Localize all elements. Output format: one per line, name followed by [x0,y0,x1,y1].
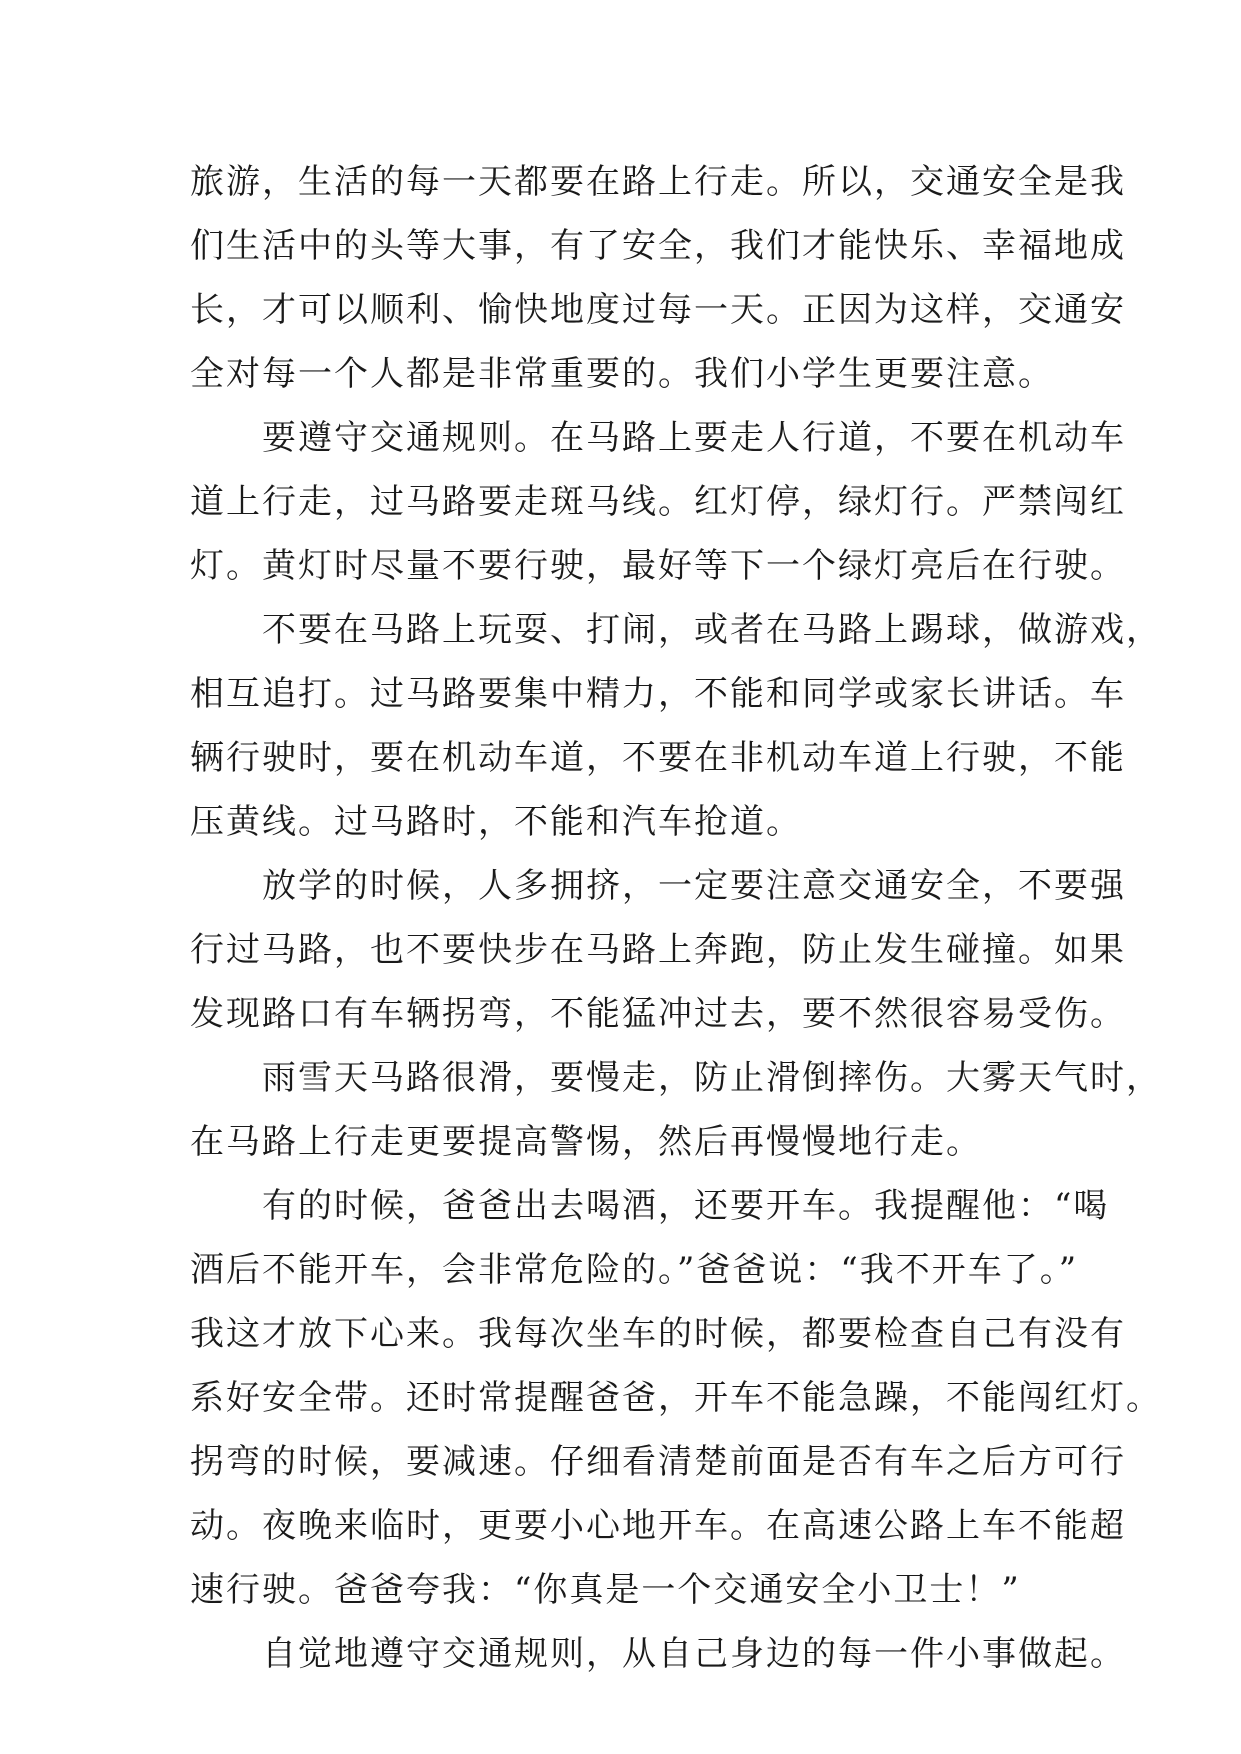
text-line: 在马路上行走更要提高警惕，然后再慢慢地行走。 [190,1122,982,1162]
text-line: 有的时候，爸爸出去喝酒，还要开车。我提醒他：“喝 [262,1186,1110,1226]
text-line: 道上行走，过马路要走斑马线。红灯停，绿灯行。严禁闯红 [190,482,1126,522]
text-line: 长，才可以顺利、愉快地度过每一天。正因为这样，交通安 [190,290,1126,330]
text-line: 发现路口有车辆拐弯，不能猛冲过去，要不然很容易受伤。 [190,994,1126,1034]
text-line: 辆行驶时，要在机动车道，不要在非机动车道上行驶，不能 [190,738,1126,778]
text-line: 们生活中的头等大事，有了安全，我们才能快乐、幸福地成 [190,226,1126,266]
text-line: 相互追打。过马路要集中精力，不能和同学或家长讲话。车 [190,674,1126,714]
text-line: 酒后不能开车，会非常危险的。”爸爸说：“我不开车了。” [190,1250,1079,1290]
text-line: 自觉地遵守交通规则，从自己身边的每一件小事做起。 [262,1634,1126,1674]
text-line: 放学的时候，人多拥挤，一定要注意交通安全，不要强 [262,866,1126,906]
text-line: 速行驶。爸爸夸我：“你真是一个交通安全小卫士！” [190,1570,1021,1610]
text-line: 拐弯的时候，要减速。仔细看清楚前面是否有车之后方可行 [190,1442,1126,1482]
text-line: 系好安全带。还时常提醒爸爸，开车不能急躁，不能闯红灯。 [190,1378,1162,1418]
text-line: 我这才放下心来。我每次坐车的时候，都要检查自己有没有 [190,1314,1126,1354]
text-line: 雨雪天马路很滑，要慢走，防止滑倒摔伤。大雾天气时， [262,1058,1162,1098]
document-body [190,150,1162,1686]
text-line: 动。夜晚来临时，更要小心地开车。在高速公路上车不能超 [190,1506,1126,1546]
text-line: 灯。黄灯时尽量不要行驶，最好等下一个绿灯亮后在行驶。 [190,546,1126,586]
text-line: 要遵守交通规则。在马路上要走人行道，不要在机动车 [262,418,1126,458]
text-line: 全对每一个人都是非常重要的。我们小学生更要注意。 [190,354,1054,394]
text-line: 旅游，生活的每一天都要在路上行走。所以，交通安全是我 [190,162,1126,202]
text-line: 压黄线。过马路时，不能和汽车抢道。 [190,802,802,842]
text-line: 不要在马路上玩耍、打闹，或者在马路上踢球，做游戏， [262,610,1162,650]
text-line: 行过马路，也不要快步在马路上奔跑，防止发生碰撞。如果 [190,930,1126,970]
